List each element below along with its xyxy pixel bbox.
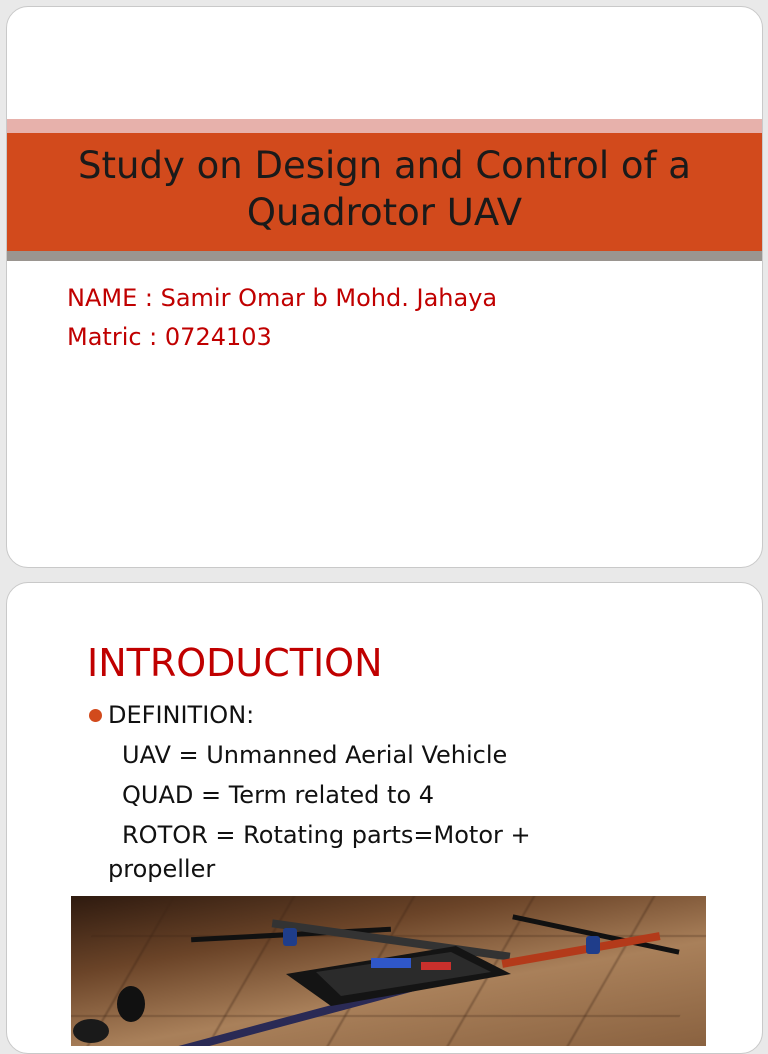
motor [283,928,297,946]
slide-title: Study on Design and Control of a Quadrotor UAV [78,144,691,234]
definition-line: ROTOR = Rotating parts=Motor + [122,821,531,849]
definition-line: UAV = Unmanned Aerial Vehicle [122,741,508,769]
definition-line: QUAD = Term related to 4 [122,781,435,809]
title-slide [6,6,763,568]
title-band-highlight [7,119,762,133]
wiring [421,962,451,970]
bullet-icon [89,709,102,722]
bullet-item [89,701,254,729]
motor [586,936,600,954]
frame-arm [272,919,511,960]
slide-heading: INTRODUCTION [87,641,383,685]
title-band-shadow [7,251,762,261]
definition-line: propeller [108,855,216,883]
circuit-board [371,958,411,968]
landing-foot [73,1019,109,1043]
landing-foot [117,986,145,1022]
frame-arm [502,932,661,968]
matric-number: Matric : 0724103 [67,323,272,351]
bullet-text: DEFINITION: [108,701,255,729]
author-name: NAME : Samir Omar b Mohd. Jahaya [67,284,498,312]
introduction-slide [6,582,763,1054]
